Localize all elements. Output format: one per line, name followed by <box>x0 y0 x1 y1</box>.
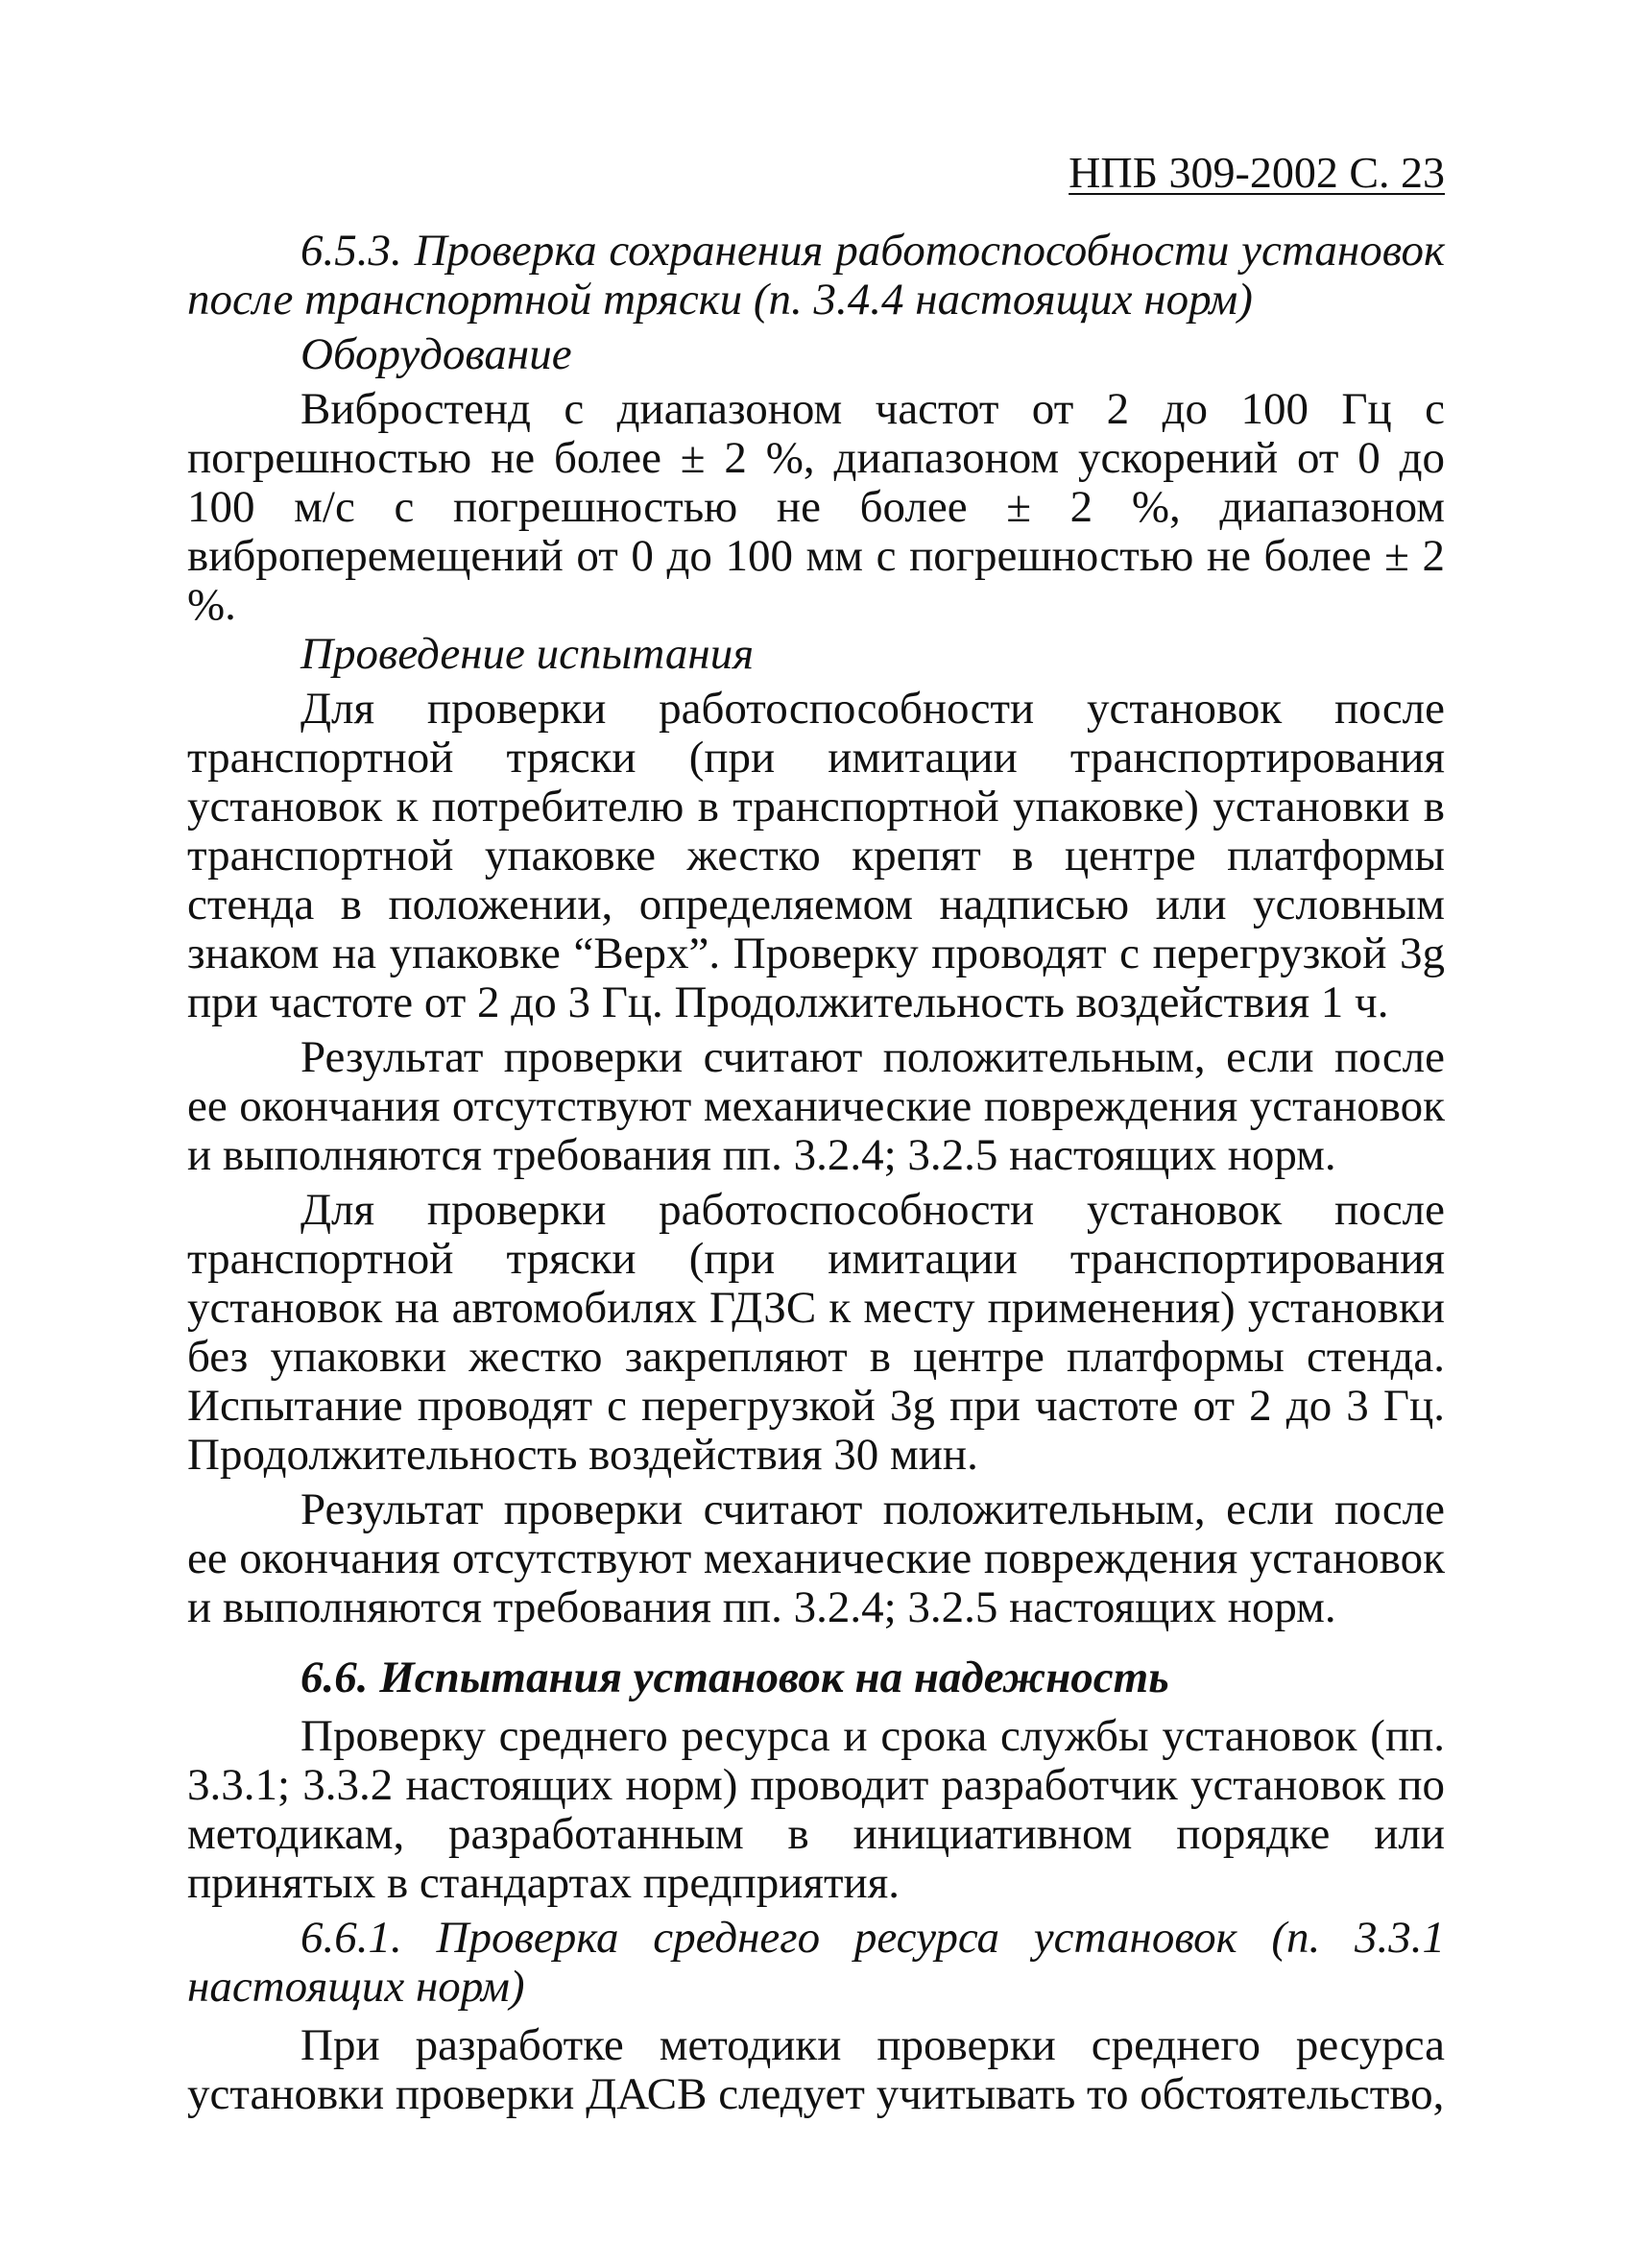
section-6-6-1-title: 6.6.1. Проверка среднего ресурса установок (п. 3.3.1 настоящих норм) <box>187 1913 1445 2012</box>
paragraph-result-1: Результат проверки считают положительным, если после ее окончания отсутствуют механические повреждения установок и выполняются требования пп. 3.2.4; 3.2.5 настоящих норм. <box>187 1032 1445 1180</box>
page-header <box>187 144 1445 202</box>
test-procedure-label: Проведение испытания <box>300 629 755 679</box>
equipment-label: Оборудование <box>300 329 572 379</box>
paragraph-transport-packaged: Для проверки работоспособности установок после транспортной тряски (при имитации транспортирования установок к потребителю в транспортной упаковке) установки в транспортной упаковке жестко крепят в центре платформы стенда в положении, определяемом надписью или условным знаком на упаковке “Верх”. Проверку проводят с перегрузкой 3g при частоте от 2 до 3 Гц. Продолжительность воздействия 1 ч. <box>187 684 1445 1027</box>
paragraph-reliability: Проверку среднего ресурса и срока службы установок (пп. 3.3.1; 3.3.2 настоящих норм) проводит разработчик установок по методикам, разработанным в инициативном порядке или принятых в стандартах предприятия. <box>187 1711 1445 1908</box>
page-header-text: НПБ 309-2002 С. 23 <box>1069 148 1445 197</box>
section-6-6-title: 6.6. Испытания установок на надежность <box>300 1653 1169 1702</box>
paragraph-result-2: Результат проверки считают положительным, если после ее окончания отсутствуют механические повреждения установок и выполняются требования пп. 3.2.4; 3.2.5 настоящих норм. <box>187 1484 1445 1632</box>
paragraph-transport-unpackaged: Для проверки работоспособности установок после транспортной тряски (при имитации транспортирования установок на автомобилях ГДЗС к месту применения) установки без упаковки жестко закрепляют в центре платформы стенда. Испытание проводят с перегрузкой 3g при частоте от 2 до 3 Гц. Продолжительность воздействия 30 мин. <box>187 1185 1445 1480</box>
document-page <box>187 144 1445 2119</box>
section-6-5-3-title: 6.5.3. Проверка сохранения работоспособности установок после транспортной тряски (п. 3.4.4 настоящих норм) <box>187 226 1445 325</box>
paragraph-resource-method: При разработке методики проверки среднего ресурса установки проверки ДАСВ следует учитывать то обстоятельство, <box>187 2020 1445 2119</box>
equipment-text: Вибростенд с диапазоном частот от 2 до 100 Гц с погрешностью не более ± 2 %, диапазоном ускорений от 0 до 100 м/с с погрешностью не более ± 2 %, диапазоном виброперемещений от 0 до 100 мм с погрешностью не более ± 2 %. <box>187 384 1445 630</box>
